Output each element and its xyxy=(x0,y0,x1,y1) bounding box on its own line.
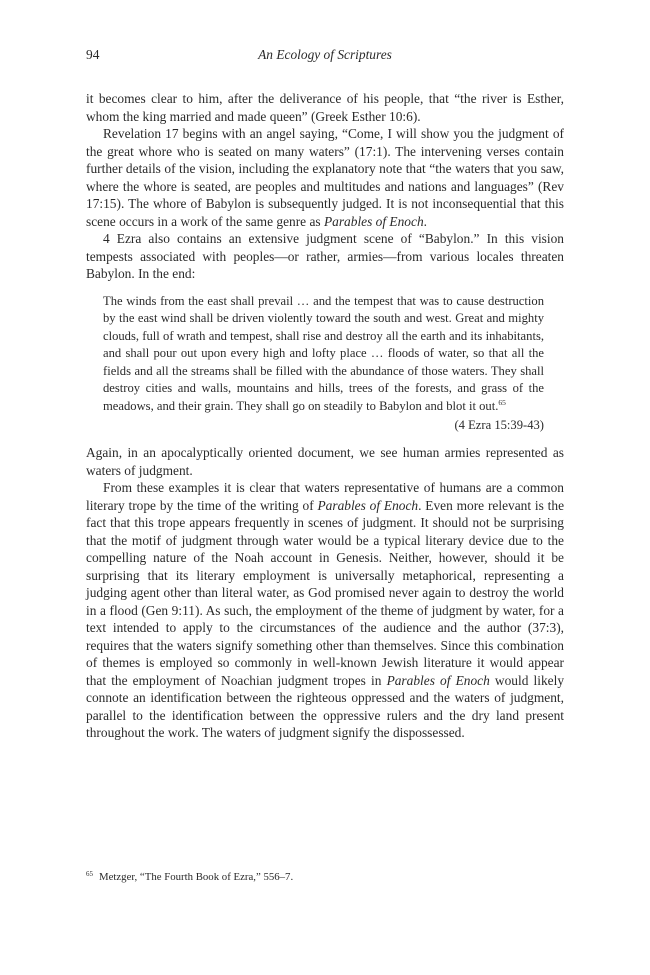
paragraph-3: 4 Ezra also contains an extensive judgment scene of “Babylon.” In this vision tempests associated with peoples—or rather, armies—from various locales threaten Babylon. In the end: xyxy=(86,231,564,281)
paragraph-1: it becomes clear to him, after the deliverance of his people, that “the river is Esther, whom the king married and made queen” (Greek Esther 10:6). xyxy=(86,91,564,124)
paragraph-2 xyxy=(86,125,564,230)
paragraph-2-text: Revelation 17 begins with an angel saying, “Come, I will show you the judgment of the great whore who is seated on many waters” (17:1). The intervening verses contain further details of the vision, including the explanatory note that “the waters that you saw, where the whore is seated, are peoples and multitudes and nations and languages” (Rev 17:15). The whore of Babylon is subsequently judged. It is not inconsequential that this scene occurs in a work of the same genre as xyxy=(86,126,564,229)
paragraph-5-text-b: . Even more relevant is the fact that this trope appears frequently in scenes of judgment. It should not be surprising that the motif of judgment through water would be a typical literary device due to the compelling nature of the Noah account in Genesis. Neither, however, should it be surprising that its literary employment is universally metaphorical, representing a judging agent other than literal water, as God promised never again to destroy the world in a flood (Gen 9:11). As such, the employment of the theme of judgment by water, for a text intended to apply to the circumstances of the audience and the author (37:3), requires that the waters signify something other than themselves. Since this combination of themes is employed so commonly in well-known Jewish literature it would appear that the employment of Noachian judgment tropes in xyxy=(86,497,565,688)
quotation-text xyxy=(103,293,544,416)
paragraph-2-end: . xyxy=(423,213,427,229)
running-title: An Ecology of Scriptures xyxy=(258,47,392,62)
paragraph-5-text-a: From these examples it is clear that waters representative of humans are a common literary trope by the time of the writing of xyxy=(86,480,564,513)
book-title: Parables of Enoch xyxy=(386,672,490,688)
quotation-citation: (4 Ezra 15:39-43) xyxy=(454,417,544,432)
main-text xyxy=(86,90,564,742)
paragraph-5 xyxy=(86,479,564,742)
block-quotation xyxy=(103,293,544,435)
running-header xyxy=(86,47,564,65)
book-title: Parables of Enoch xyxy=(317,497,419,513)
footnote xyxy=(86,870,564,883)
page-number: 94 xyxy=(86,47,100,62)
footnote-text: Metzger, “The Fourth Book of Ezra,” 556–7. xyxy=(99,871,294,883)
footnote-reference[interactable]: 65 xyxy=(498,398,506,408)
quotation-body: The winds from the east shall prevail … and the tempest that was to cause destruction by the east wind shall be driven violently toward the south and west. Great and mighty clouds, full of wrath and tempest, shall rise and destroy all the earth and its inhabitants, and shall pour out upon every high and lofty place … floods of water, so that all the fields and all the streams shall be filled with the abundance of those waters. They shall destroy cities and walls, mountains and hills, trees of the forests, and grass of the meadows, and their grain. They shall go on steadily to Babylon and blot it out. xyxy=(103,293,544,414)
footnote-number: 65 xyxy=(86,870,93,878)
paragraph-5-text-c: would likely connote an identification between the righteous oppressed and the waters of judgment, parallel to the identification between the oppressive rulers and the dry land present throughout the work. The waters of judgment signify the dispossessed. xyxy=(86,672,565,741)
book-title: Parables of Enoch xyxy=(323,213,424,229)
paragraph-4: Again, in an apocalyptically oriented document, we see human armies represented as waters of judgment. xyxy=(86,445,564,478)
